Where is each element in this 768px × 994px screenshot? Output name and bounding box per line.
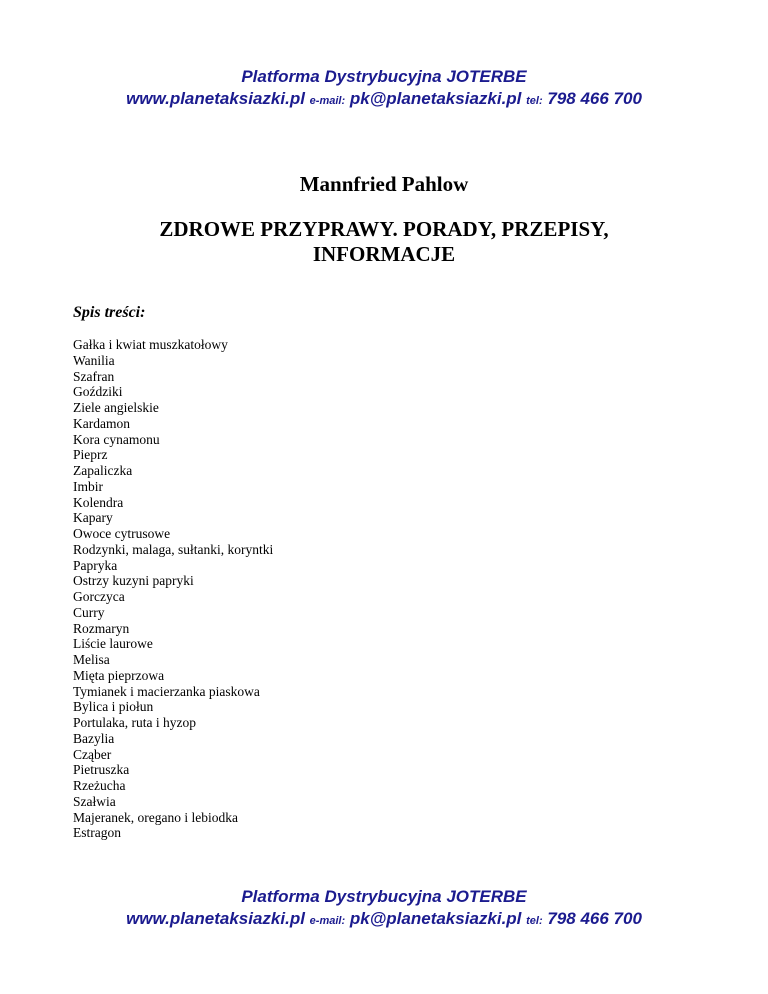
page-header [0, 66, 768, 112]
header-email-label: e-mail: [309, 95, 346, 107]
author-name: Mannfried Pahlow [299, 172, 469, 196]
footer-tel-label: tel: [526, 915, 543, 927]
toc-item: Kolendra [73, 494, 124, 510]
toc-item: Tymianek i macierzanka piaskowa [73, 683, 260, 699]
toc-item: Imbir [73, 478, 103, 494]
header-website-link[interactable]: www.planetaksiazki.pl [126, 89, 305, 108]
footer-contact-line [0, 908, 768, 932]
toc-item: Pieprz [73, 447, 108, 463]
toc-heading: Spis treści: [73, 304, 146, 321]
toc-item: Majeranek, oregano i lebiodka [73, 809, 238, 825]
toc-item: Gorczyca [73, 589, 125, 604]
footer-website-link[interactable]: www.planetaksiazki.pl [126, 909, 305, 928]
toc-item: Szałwia [73, 793, 116, 809]
toc-item: Bazylia [73, 730, 115, 746]
toc-item: Melisa [73, 652, 110, 667]
toc-item: Rzeżucha [73, 778, 126, 793]
footer-brand: Platforma Dystrybucyjna JOTERBE [241, 887, 527, 906]
toc-item: Zapaliczka [73, 463, 133, 478]
footer-email-link[interactable]: pk@planetaksiazki.pl [349, 909, 522, 928]
header-brand: Platforma Dystrybucyjna JOTERBE [241, 67, 527, 86]
toc-item: Estragon [73, 825, 121, 841]
toc-item: Szafran [73, 368, 115, 384]
toc-item: Pietruszka [73, 762, 130, 778]
toc-item: Ostrzy kuzyni papryki [73, 573, 194, 589]
toc-item: Cząber [73, 746, 112, 762]
header-tel: 798 466 700 [547, 89, 642, 108]
toc-item: Mięta pieprzowa [73, 667, 165, 683]
toc-item: Rozmaryn [73, 620, 130, 636]
toc-item: Kora cynamonu [73, 431, 160, 447]
toc-item: Gałka i kwiat muszkatołowy [73, 337, 228, 352]
toc-item: Portulaka, ruta i hyzop [73, 715, 196, 730]
header-email-link[interactable]: pk@planetaksiazki.pl [349, 89, 522, 108]
toc-item: Liście laurowe [73, 636, 153, 652]
toc-item: Wanilia [73, 352, 115, 368]
toc-item: Owoce cytrusowe [73, 526, 171, 541]
header-contact-line [0, 88, 768, 112]
toc-item: Bylica i piołun [73, 699, 154, 715]
footer-tel: 798 466 700 [547, 909, 642, 928]
toc-item: Curry [73, 604, 105, 620]
table-of-contents [73, 337, 273, 841]
toc-item: Ziele angielskie [73, 400, 159, 415]
toc-item: Kardamon [73, 415, 130, 431]
toc-item: Rodzynki, malaga, sułtanki, koryntki [73, 541, 274, 557]
header-tel-label: tel: [526, 95, 543, 107]
page-footer [0, 886, 768, 932]
toc-item: Kapary [73, 510, 113, 526]
toc-item: Papryka [73, 557, 118, 573]
footer-email-label: e-mail: [309, 915, 346, 927]
toc-item: Goździki [73, 384, 123, 400]
book-title: ZDROWE PRZYPRAWY. PORADY, PRZEPISY, INFORMACJE [159, 217, 609, 266]
